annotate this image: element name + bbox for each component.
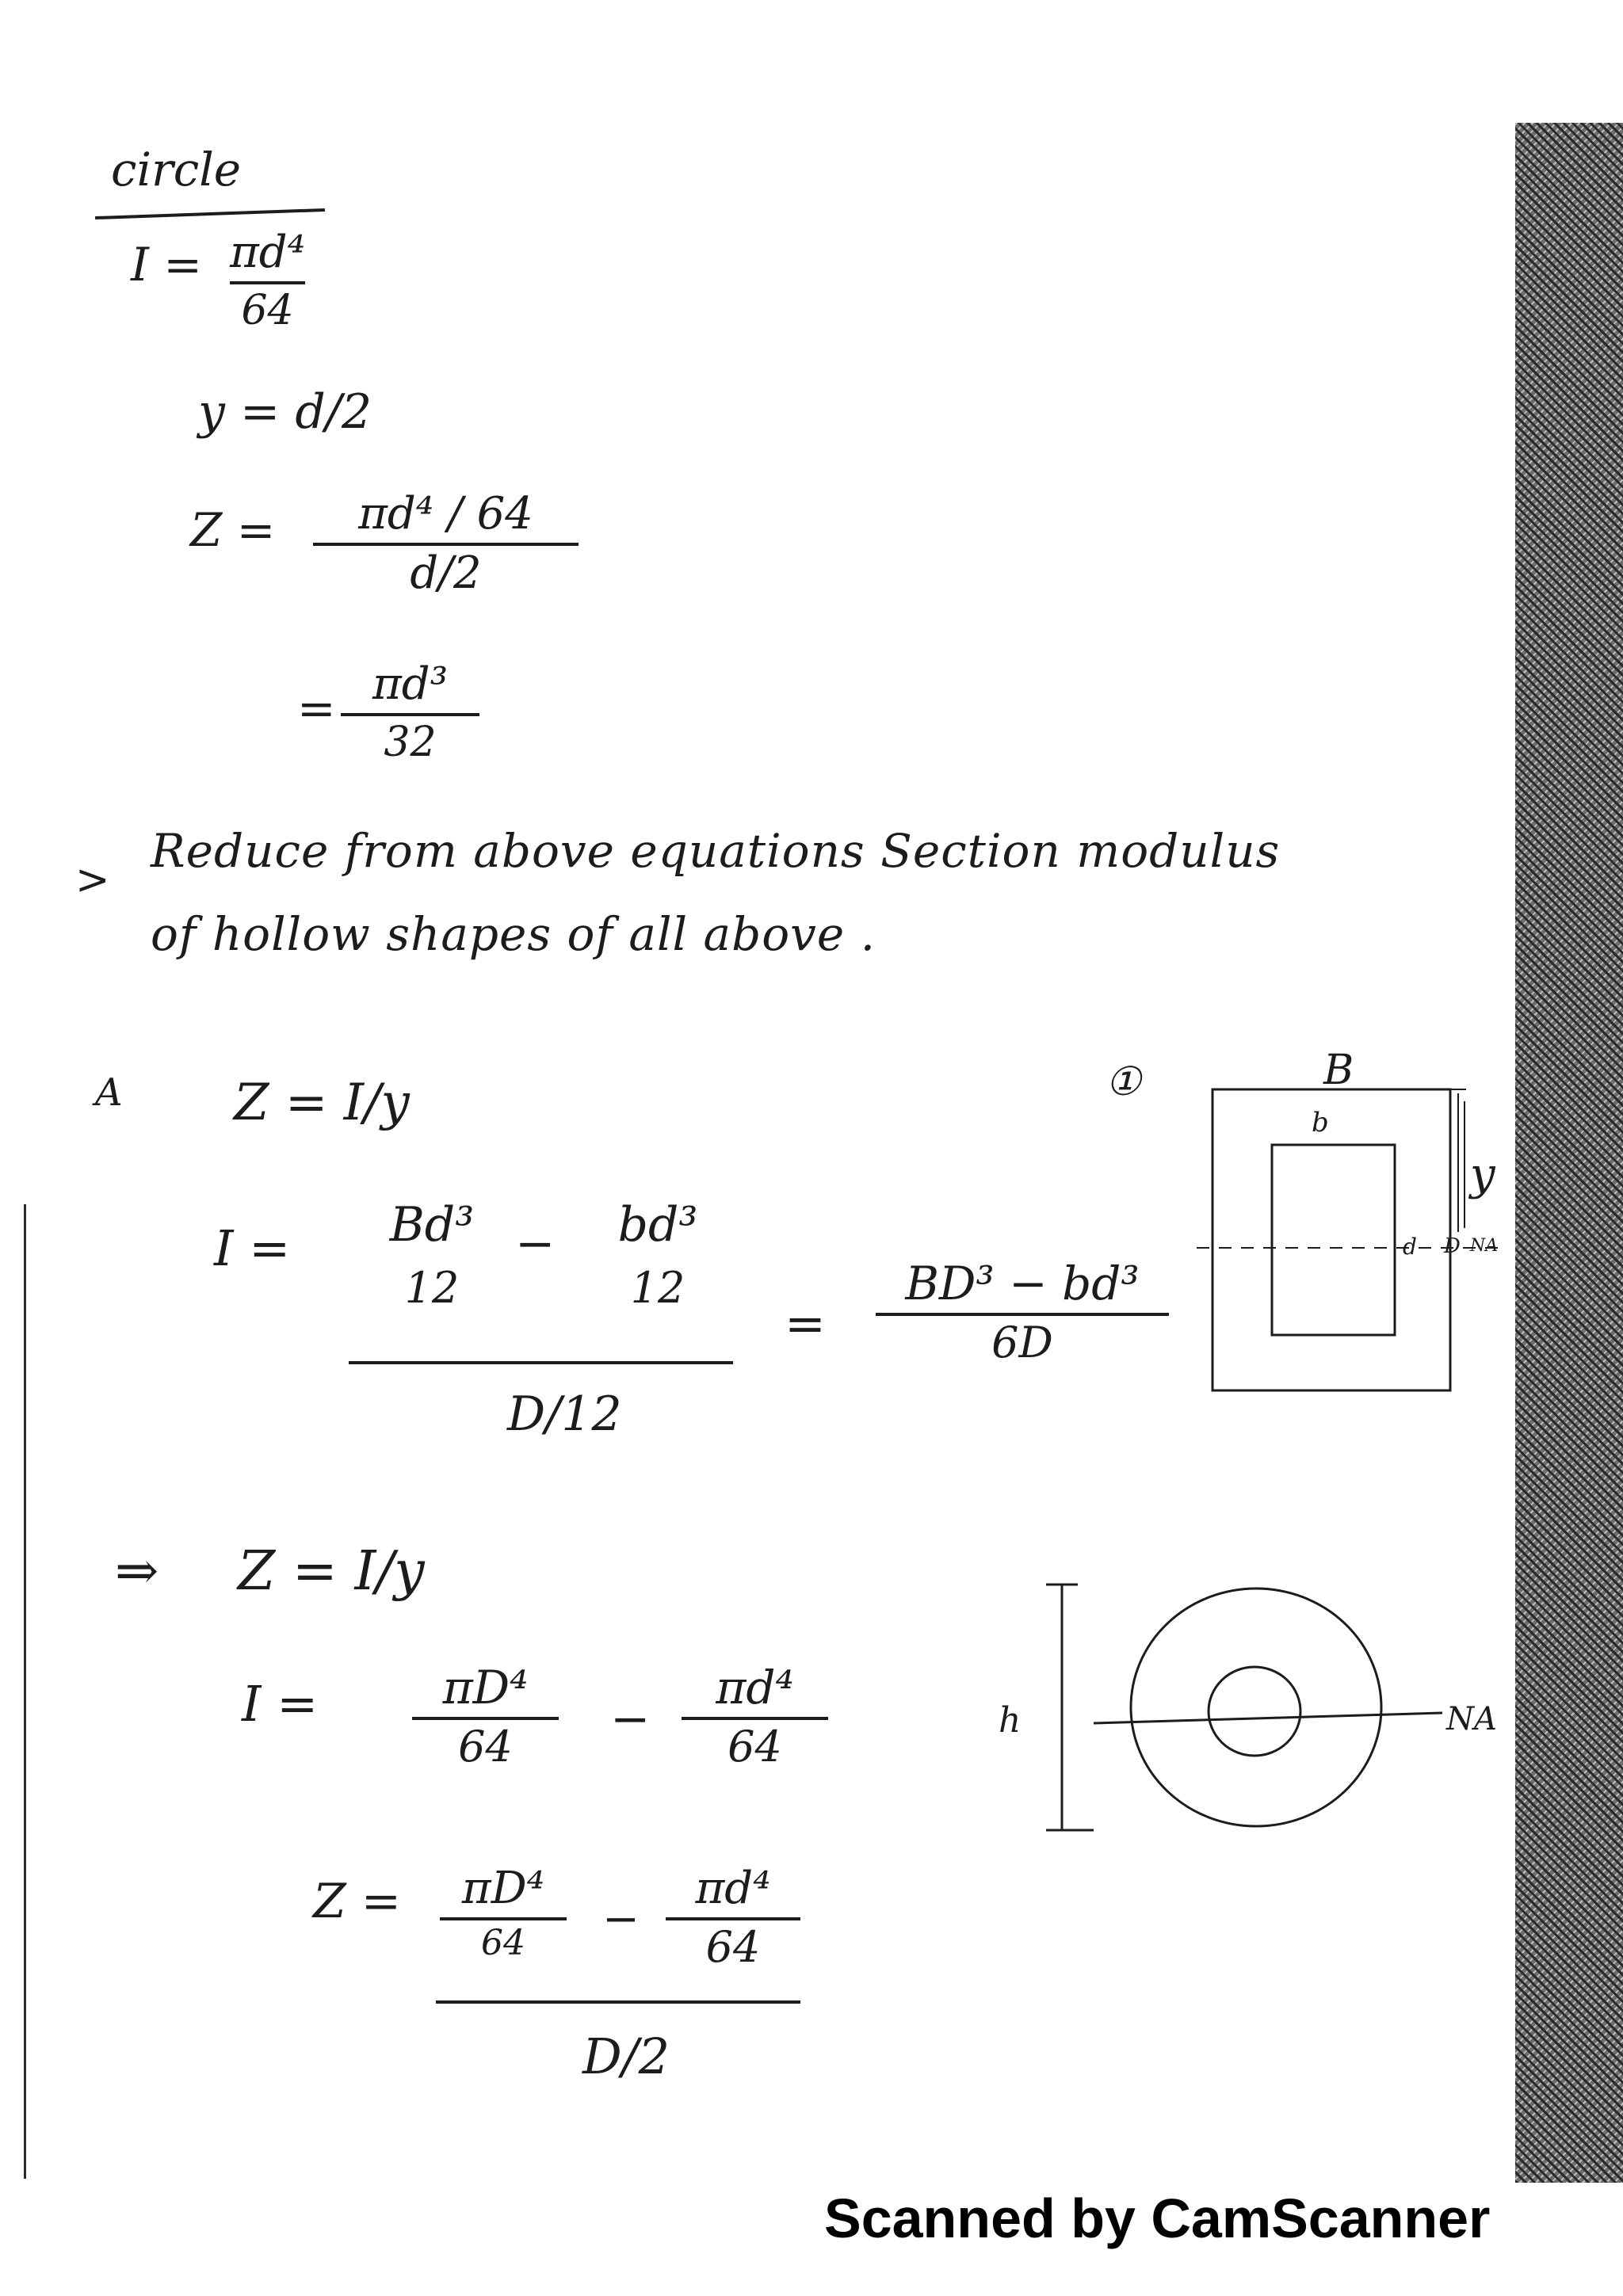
note-line-2: of hollow shapes of all above . <box>151 907 876 961</box>
section-a-term2-numerator: bd³ <box>617 1197 698 1253</box>
fraction-bar <box>412 1717 559 1720</box>
circle-z-lhs: Z = <box>190 503 276 557</box>
circle-i-denominator: 64 <box>241 286 294 334</box>
notebook-binding-edge <box>1515 123 1623 2183</box>
section-b-z-term2 <box>666 1863 800 1972</box>
circle-z2-denominator: 32 <box>384 718 437 766</box>
figure-2-label-h: h <box>999 1700 1022 1741</box>
section-b-term1-denominator: 64 <box>458 1721 513 1772</box>
figure-1-label-y: y <box>1470 1149 1495 1200</box>
section-a-big-denominator: D/12 <box>507 1386 622 1442</box>
section-b-arrow: ⇒ <box>115 1540 159 1601</box>
circle-i-fraction <box>230 227 306 334</box>
circle-z-fraction <box>313 488 579 599</box>
page-margin-line <box>24 1204 26 2179</box>
figure-1-label-D: D <box>1444 1234 1461 1258</box>
section-b-z-term1-denominator: 64 <box>481 1922 525 1963</box>
section-b-z-term2-numerator: πd⁴ <box>695 1863 771 1914</box>
figure-1-number: ① <box>1106 1058 1141 1104</box>
section-a-result <box>876 1257 1169 1367</box>
circle-z2-lhs: = <box>297 681 336 735</box>
section-b-term1-numerator: πD⁴ <box>442 1661 529 1714</box>
fraction-bar <box>666 1917 800 1920</box>
section-a-result-numerator: BD³ − bd³ <box>905 1257 1140 1310</box>
section-a-result-denominator: 6D <box>991 1317 1053 1367</box>
section-b-z-lhs: Z = <box>313 1874 402 1929</box>
section-a-main-fraction-bar <box>349 1361 733 1364</box>
section-a-z-definition: Z = I/y <box>234 1074 410 1132</box>
section-a-label: A <box>95 1070 123 1115</box>
section-a-term2-denominator: 12 <box>630 1263 685 1313</box>
fraction-bar <box>341 713 479 716</box>
circle-z2-fraction <box>341 658 479 766</box>
section-a-minus: − <box>515 1216 556 1272</box>
section-a-term1 <box>361 1197 503 1313</box>
fraction-bar <box>440 1917 567 1920</box>
circle-i-numerator: πd⁴ <box>230 227 306 278</box>
section-b-z-term2-denominator: 64 <box>705 1921 761 1972</box>
circle-z-numerator: πd⁴ / 64 <box>358 488 533 540</box>
section-b-z-term1-numerator: πD⁴ <box>461 1863 545 1914</box>
section-b-i-lhs: I = <box>242 1675 319 1733</box>
fraction-bar <box>313 543 579 546</box>
section-a-term1-denominator: 12 <box>404 1263 460 1313</box>
section-b-z-definition: Z = I/y <box>238 1540 425 1603</box>
section-b-term2-numerator: πd⁴ <box>716 1661 794 1714</box>
circle-z2-numerator: πd³ <box>372 658 449 710</box>
hollow-circle-diagram <box>1030 1561 1506 1846</box>
figure-1-label-d: d <box>1403 1234 1417 1260</box>
section-b-term2-denominator: 64 <box>727 1721 782 1772</box>
fraction-bar <box>682 1717 828 1720</box>
fraction-bar <box>230 281 305 284</box>
section-b-z-term1 <box>440 1863 567 1963</box>
scanner-watermark: Scanned by CamScanner <box>824 2187 1491 2249</box>
note-line-1: Reduce from above equations Section modulus <box>151 824 1281 878</box>
circle-y-equation: y = d/2 <box>198 384 372 440</box>
section-b-big-denominator: D/2 <box>582 2027 670 2085</box>
section-a-equals: = <box>785 1295 826 1352</box>
circle-i-lhs: I = <box>131 238 202 292</box>
section-b-minus: − <box>610 1691 651 1747</box>
note-marker: > <box>75 856 110 904</box>
section-b-term2 <box>682 1661 828 1772</box>
figure-1-label-b: b <box>1312 1107 1329 1138</box>
section-a-term1-numerator: Bd³ <box>389 1197 475 1253</box>
section-b-main-fraction-bar <box>436 2000 800 2004</box>
fraction-bar <box>876 1313 1169 1316</box>
section-a-term2 <box>590 1197 725 1313</box>
section-b-z-minus: − <box>602 1894 640 1945</box>
heading-underline <box>95 208 325 219</box>
circle-z-denominator: d/2 <box>410 547 482 599</box>
hollow-rectangle-diagram <box>1197 1046 1529 1410</box>
figure-1-label-NA: NA <box>1470 1236 1499 1256</box>
figure-1-label-B: B <box>1323 1047 1354 1094</box>
figure-2-label-NA: NA <box>1446 1701 1497 1737</box>
section-a-i-lhs: I = <box>214 1219 291 1277</box>
section-b-term1 <box>412 1661 559 1772</box>
heading-circle: circle <box>111 143 242 196</box>
